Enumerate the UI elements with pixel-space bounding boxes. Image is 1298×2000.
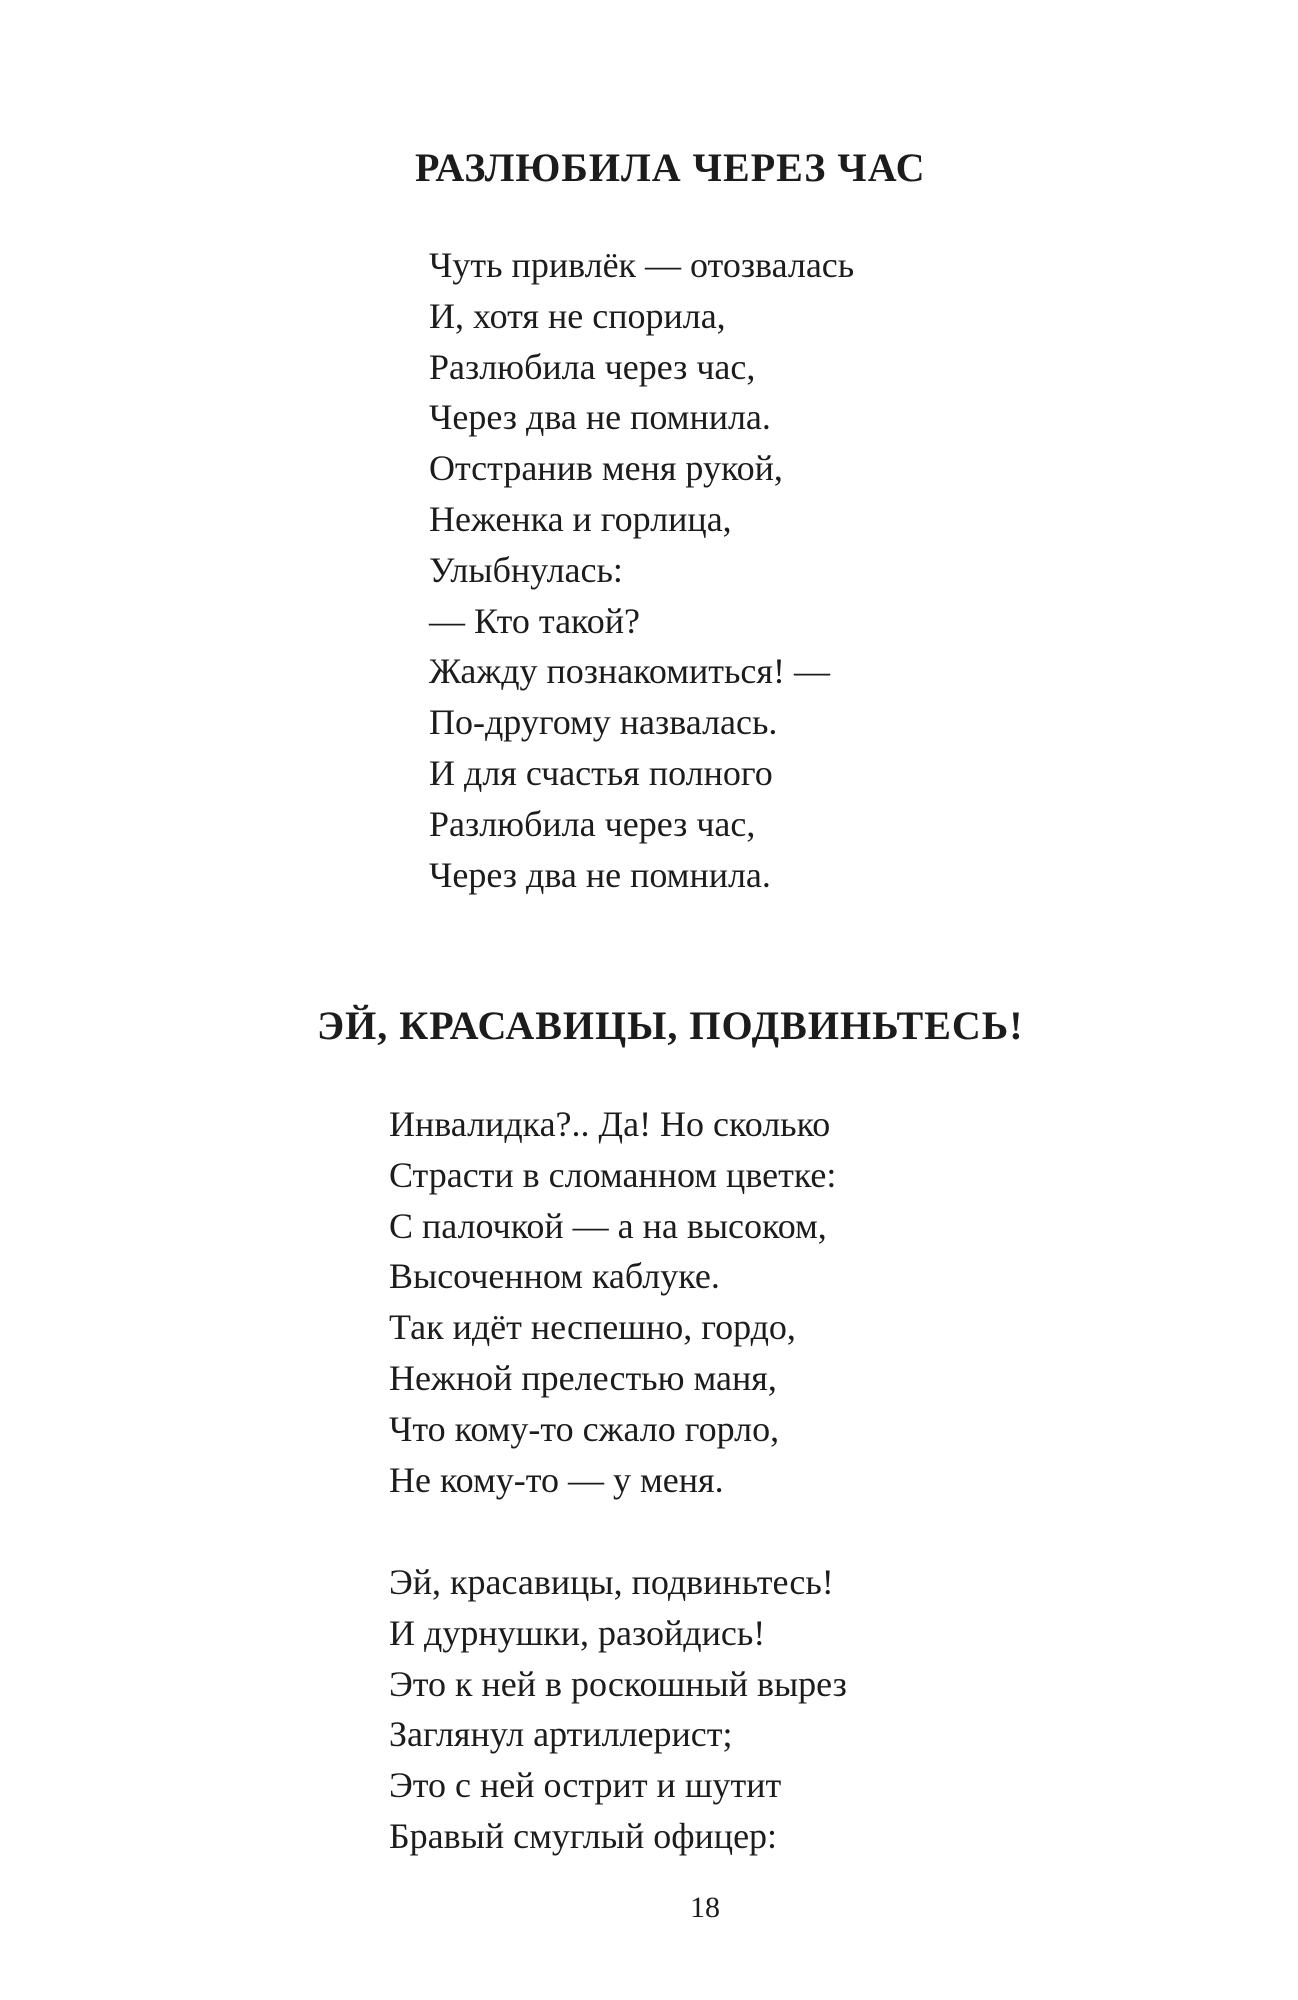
poem-line: Высоченном каблуке.: [389, 1256, 720, 1297]
poem-line: Жажду познакомиться! —: [429, 651, 830, 692]
poem-line: Неженка и горлица,: [429, 498, 732, 539]
poem-line: Разлюбила через час,: [429, 346, 756, 387]
poem-stanza: [389, 1557, 847, 1862]
poem-line: Заглянул артиллерист;: [389, 1714, 733, 1755]
poem-line: Эй, красавицы, подвиньтесь!: [389, 1562, 834, 1602]
poem-line: Через два не помнила.: [429, 854, 771, 895]
poem-line: Разлюбила через час,: [429, 803, 756, 844]
poem-line: С палочкой — а на высоком,: [389, 1205, 827, 1246]
poem-line: Нежной прелестью маня,: [389, 1357, 777, 1398]
poem-title: РАЗЛЮБИЛА ЧЕРЕЗ ЧАС: [415, 145, 926, 190]
poem-stanza: [389, 1099, 836, 1505]
poem-line: И для счастья полного: [429, 752, 773, 793]
poem-line: Что кому-то сжало горло,: [389, 1408, 780, 1449]
poem-line: — Кто такой?: [429, 600, 640, 641]
page-number: 18: [690, 1891, 720, 1924]
poem-line: Чуть привлёк — отозвалась: [429, 245, 855, 285]
poem-stanza: [429, 240, 854, 900]
poem-line: И, хотя не спорила,: [429, 295, 726, 336]
poem-line: Не кому-то — у меня.: [389, 1459, 724, 1500]
poem-line: Это к ней в роскошный вырез: [389, 1663, 847, 1704]
poem-line: Это с ней острит и шутит: [389, 1765, 782, 1806]
poem-line: По-другому назвалась.: [429, 702, 778, 743]
poem-line: Инвалидка?.. Да! Но сколько: [389, 1104, 831, 1144]
poem-title: ЭЙ, КРАСАВИЦЫ, ПОДВИНЬТЕСЬ!: [317, 1003, 1024, 1048]
poem-line: Страсти в сломанном цветке:: [389, 1154, 837, 1195]
poem-line: Отстранив меня рукой,: [429, 448, 783, 489]
poem-line: Через два не помнила.: [429, 397, 771, 438]
poem-line: Так идёт неспешно, гордо,: [389, 1307, 796, 1348]
poem-line: Бравый смуглый офицер:: [389, 1815, 778, 1856]
poem-line: И дурнушки, разойдись!: [389, 1612, 766, 1653]
poem-line: Улыбнулась:: [429, 549, 623, 590]
